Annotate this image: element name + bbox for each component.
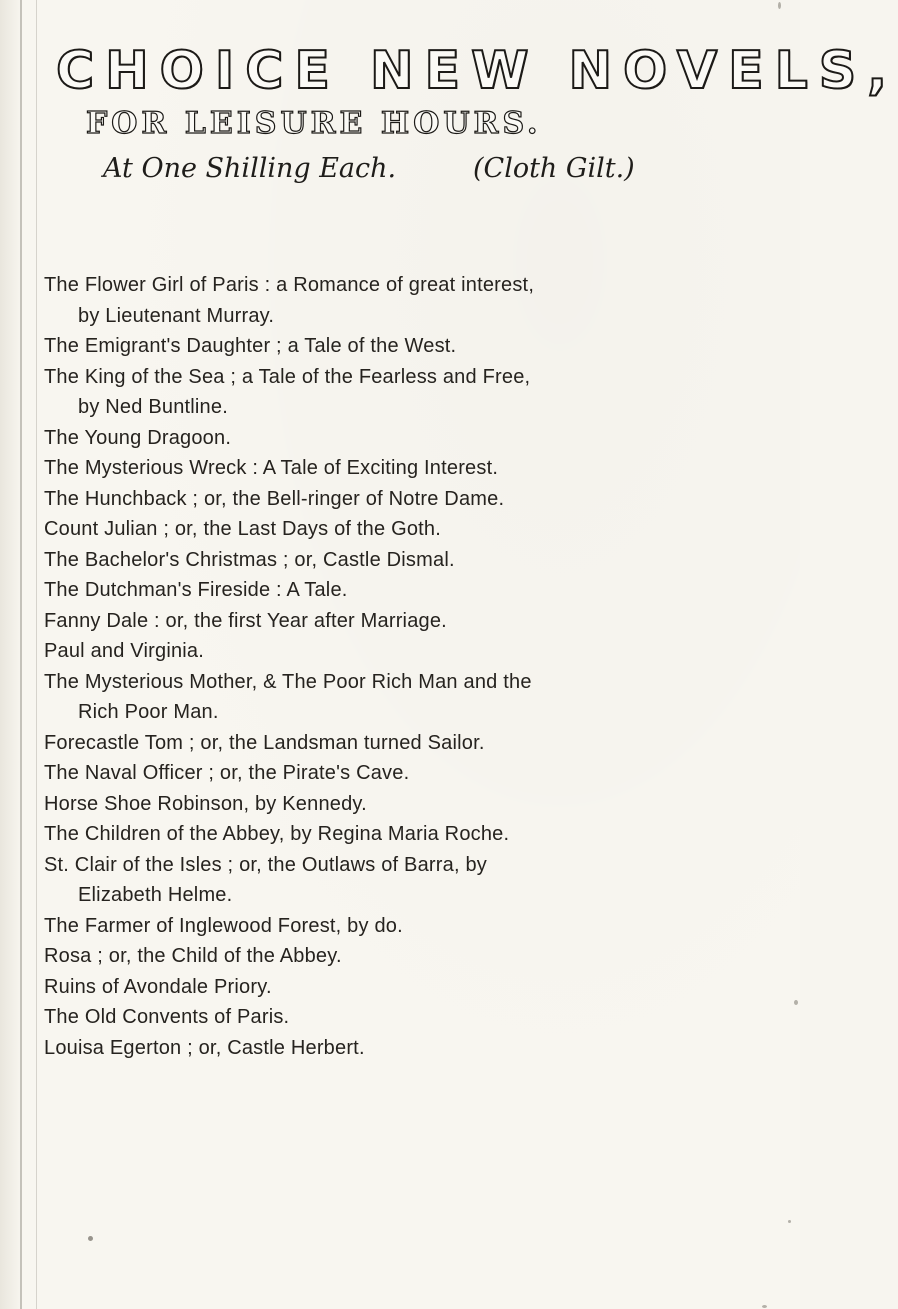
paper-speck [762,1305,767,1308]
novel-title: The Bachelor's Christmas ; or, Castle Dismal. [44,548,455,571]
novel-title: Count Julian ; or, the Last Days of the Goth. [44,518,441,540]
novel-title-continued: by Ned Buntline. [78,396,228,418]
binding-shadow [0,0,22,1309]
novel-title: The Hunchback ; or, the Bell-ringer of Notre Dame. [44,487,505,510]
novel-title: Ruins of Avondale Priory. [44,975,272,998]
novel-title: The Emigrant's Daughter ; a Tale of the West. [44,335,457,357]
novel-title: Rosa ; or, the Child of the Abbey. [44,945,342,967]
novel-title: The Dutchman's Fireside : A Tale. [44,579,348,601]
list-item [44,911,784,942]
list-item [44,606,784,637]
list-item [44,728,784,759]
novel-title: The Mysterious Wreck : A Tale of Exciting Interest. [44,457,499,479]
novel-title-continued: by Lieutenant Murray. [78,304,275,327]
list-item [44,514,784,545]
page-edge-rule [20,0,22,1309]
novel-title: Paul and Virginia. [44,640,205,662]
list-item [44,789,784,820]
paper-speck [788,1220,791,1223]
list-item [44,575,784,606]
novel-title: The Mysterious Mother, & The Poor Rich Man and the [44,670,532,693]
list-item [44,667,784,728]
list-item [44,636,784,667]
list-item [44,850,784,911]
list-item [44,270,784,331]
novel-title: St. Clair of the Isles ; or, the Outlaws of Barra, by [44,853,488,876]
price-note: At One Shilling Each. [103,153,397,184]
novel-title: The Farmer of Inglewood Forest, by do. [44,914,403,937]
novel-title: The Children of the Abbey, by Regina Maria Roche. [44,823,510,845]
list-item [44,941,784,972]
novel-title: Horse Shoe Robinson, by Kennedy. [44,792,367,815]
list-item [44,1033,784,1064]
novel-title: The Old Convents of Paris. [44,1006,290,1028]
list-item [44,484,784,515]
novel-title: Fanny Dale : or, the first Year after Marriage. [44,609,447,632]
paper-speck [88,1236,93,1241]
list-item [44,819,784,850]
novel-list [44,270,784,1063]
list-item [44,1002,784,1033]
novel-title: The Young Dragoon. [44,426,232,449]
novel-title: The Flower Girl of Paris : a Romance of great interest, [44,274,535,296]
binding-note: (Cloth Gilt.) [473,153,635,184]
paper-speck [778,2,781,9]
list-item [44,423,784,454]
list-item [44,545,784,576]
list-item [44,331,784,362]
list-item [44,972,784,1003]
paper-speck [794,1000,798,1005]
novel-title: The Naval Officer ; or, the Pirate's Cave. [44,762,410,784]
novel-title: Louisa Egerton ; or, Castle Herbert. [44,1036,365,1059]
novel-title: The King of the Sea ; a Tale of the Fearless and Free, [44,365,531,388]
novel-title-continued: Elizabeth Helme. [78,884,233,906]
advert-title: CHOICE NEW NOVELS, [56,41,898,101]
list-item [44,362,784,423]
advert-subtitle: FOR LEISURE HOURS. [86,106,542,141]
list-item [44,453,784,484]
list-item [44,758,784,789]
page-inner-rule [36,0,37,1309]
novel-title-continued: Rich Poor Man. [78,701,219,723]
novel-title: Forecastle Tom ; or, the Landsman turned Sailor. [44,731,485,754]
